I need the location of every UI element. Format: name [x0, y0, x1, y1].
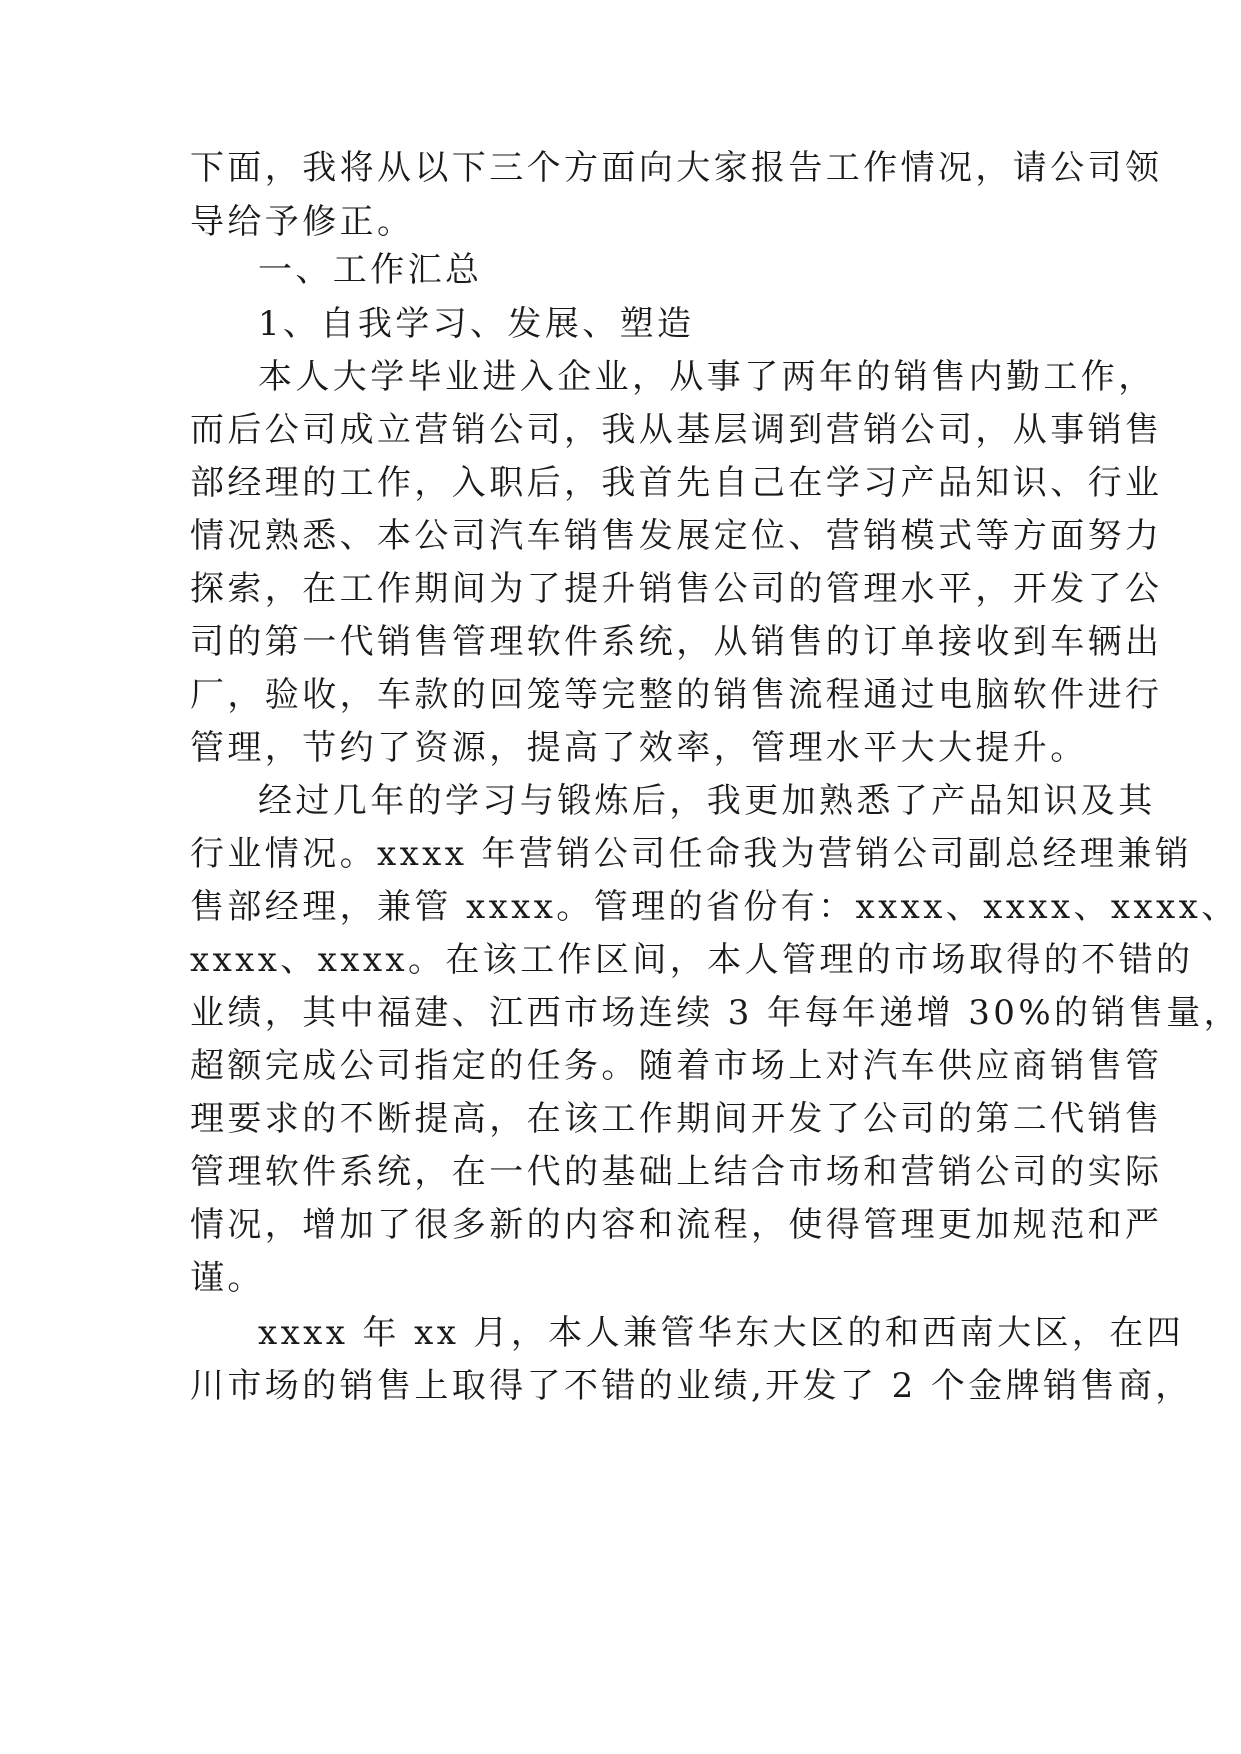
- paragraph-2-line-8: 管理软件系统，在一代的基础上结合市场和营销公司的实际: [190, 1152, 1163, 1192]
- intro-line-1: 下面，我将从以下三个方面向大家报告工作情况，请公司领: [190, 148, 1163, 188]
- paragraph-2-line-7: 理要求的不断提高，在该工作期间开发了公司的第二代销售: [190, 1099, 1163, 1139]
- paragraph-1-line-2: 而后公司成立营销公司，我从基层调到营销公司，从事销售: [190, 410, 1163, 450]
- section-heading: 一、工作汇总: [258, 250, 483, 290]
- paragraph-3-line-1: xxxx 年 xx 月，本人兼管华东大区的和西南大区，在四: [258, 1313, 1185, 1353]
- paragraph-3-line-2: 川市场的销售上取得了不错的业绩,开发了 2 个金牌销售商，: [190, 1366, 1193, 1406]
- paragraph-1-line-5: 探索，在工作期间为了提升销售公司的管理水平，开发了公: [190, 569, 1163, 609]
- paragraph-1-line-7: 厂，验收，车款的回笼等完整的销售流程通过电脑软件进行: [190, 675, 1163, 715]
- paragraph-2-line-2: 行业情况。xxxx 年营销公司任命我为营销公司副总经理兼销: [190, 834, 1193, 874]
- paragraph-2-line-1: 经过几年的学习与锻炼后，我更加熟悉了产品知识及其: [258, 781, 1156, 821]
- paragraph-1-line-1: 本人大学毕业进入企业，从事了两年的销售内勤工作，: [258, 357, 1156, 397]
- paragraph-1-line-3: 部经理的工作，入职后，我首先自己在学习产品知识、行业: [190, 463, 1163, 503]
- paragraph-1-line-8: 管理，节约了资源，提高了效率，管理水平大大提升。: [190, 728, 1088, 768]
- subsection-heading: 1、自我学习、发展、塑造: [258, 304, 695, 344]
- paragraph-2-line-10: 谨。: [190, 1258, 265, 1298]
- paragraph-1-line-6: 司的第一代销售管理软件系统，从销售的订单接收到车辆出: [190, 622, 1163, 662]
- paragraph-2-line-9: 情况，增加了很多新的内容和流程，使得管理更加规范和严: [190, 1205, 1163, 1245]
- intro-line-2: 导给予修正。: [190, 202, 415, 242]
- paragraph-2-line-5: 业绩，其中福建、江西市场连续 3 年每年递增 30%的销售量，: [190, 993, 1241, 1033]
- paragraph-1-line-4: 情况熟悉、本公司汽车销售发展定位、营销模式等方面努力: [190, 516, 1163, 556]
- paragraph-2-line-6: 超额完成公司指定的任务。随着市场上对汽车供应商销售管: [190, 1046, 1163, 1086]
- paragraph-2-line-3: 售部经理，兼管 xxxx。管理的省份有：xxxx、xxxx、xxxx、: [190, 887, 1239, 927]
- paragraph-2-line-4: xxxx、xxxx。在该工作区间，本人管理的市场取得的不错的: [190, 940, 1194, 980]
